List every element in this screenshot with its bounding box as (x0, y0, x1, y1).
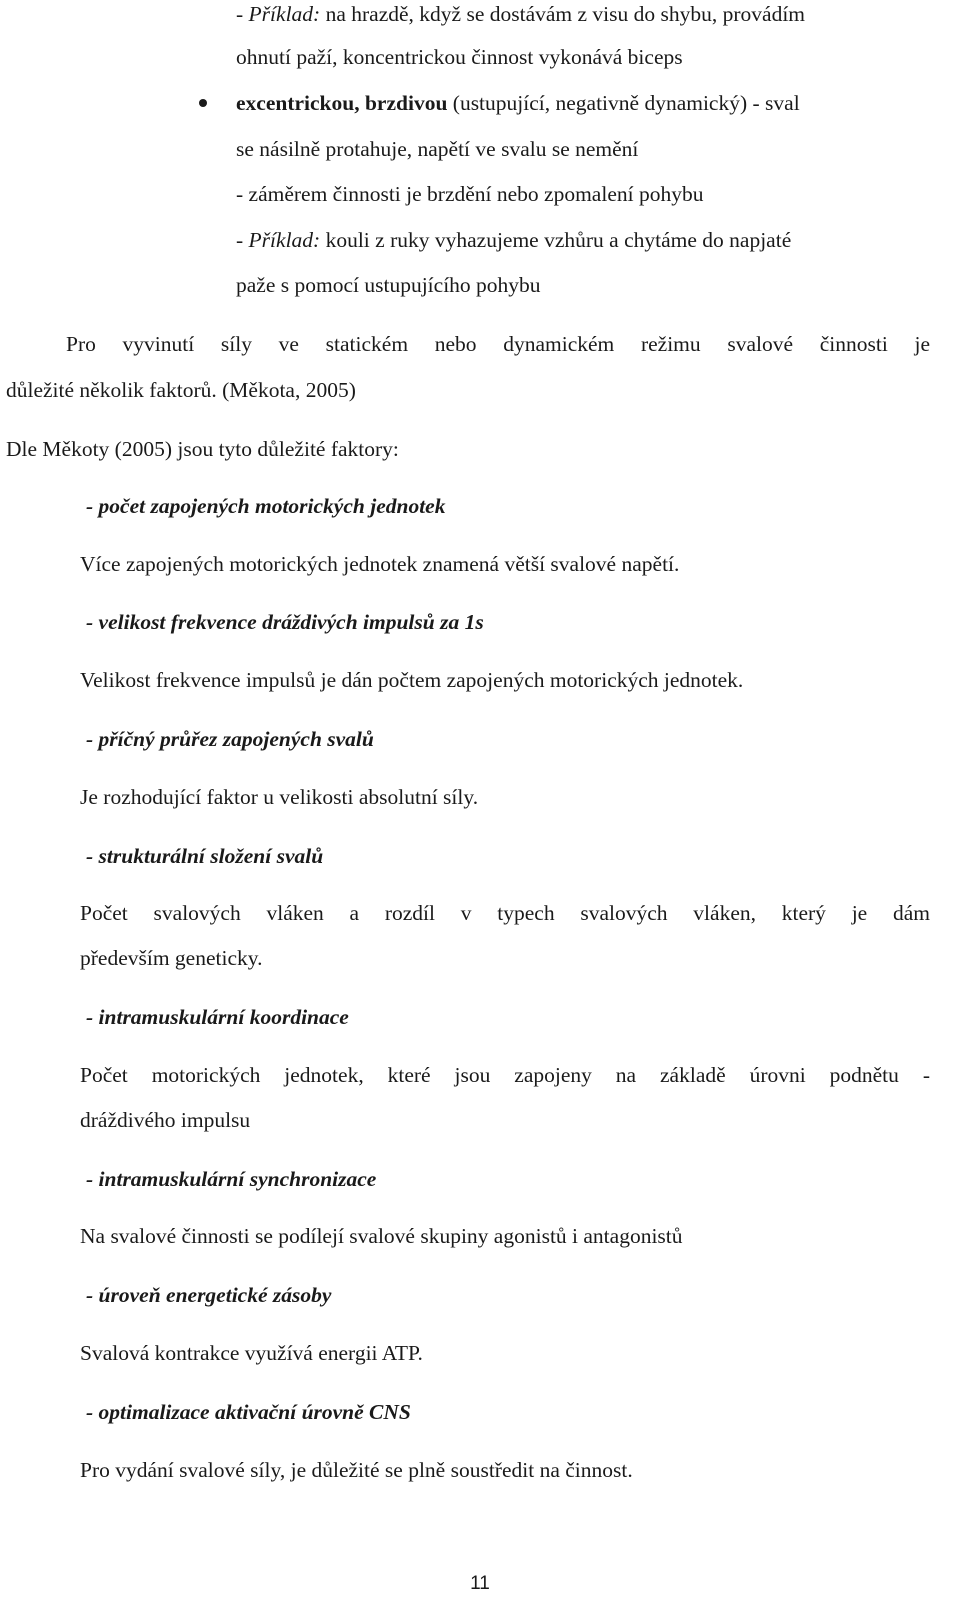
example-label: Příklad: (248, 2, 321, 26)
dash: - (236, 228, 249, 252)
factor-text: Pro vydání svalové síly, je důležité se plně soustředit na činnost. (80, 1458, 633, 1482)
factor-heading: - intramuskulární koordinace (86, 1005, 349, 1029)
factor-text-line-1: Počet motorických jednotek, které jsou zapojeny na základě úrovni podnětu - (80, 1063, 930, 1087)
intro-paragraph-line-1: Pro vyvinutí síly ve statickém nebo dynamickém režimu svalové činnosti je (66, 332, 930, 356)
bullet-icon (199, 99, 207, 107)
bullet-line-2: se násilně protahuje, napětí ve svalu se nemění (236, 137, 639, 161)
example-line-2: ohnutí paží, koncentrickou činnost vykonává biceps (236, 45, 683, 69)
example-text: kouli z ruky vyhazujeme vzhůru a chytáme do napjaté (320, 228, 792, 252)
bullet-line (236, 89, 800, 117)
example-line-4: paže s pomocí ustupujícího pohybu (236, 273, 541, 297)
factor-heading: - velikost frekvence dráždivých impulsů za 1s (86, 610, 484, 634)
factor-text-line-2: především geneticky. (80, 946, 263, 970)
bullet-text: (ustupující, negativně dynamický) - sval (447, 91, 800, 115)
factor-heading: - intramuskulární synchronizace (86, 1167, 377, 1191)
example-label: Příklad: (248, 228, 321, 252)
factor-text-line-2: dráždivého impulsu (80, 1108, 251, 1132)
factor-heading: - příčný průřez zapojených svalů (86, 727, 374, 751)
intro-paragraph-line-2: důležité několik faktorů. (Měkota, 2005) (6, 378, 356, 402)
factor-heading: - strukturální složení svalů (86, 844, 324, 868)
example-text: na hrazdě, když se dostávám z visu do shybu, provádím (320, 2, 806, 26)
factor-text-line-1: Počet svalových vláken a rozdíl v typech svalových vláken, který je dám (80, 901, 930, 925)
factor-heading: - počet zapojených motorických jednotek (86, 494, 446, 518)
factor-text: Velikost frekvence impulsů je dán počtem zapojených motorických jednotek. (80, 668, 744, 692)
factor-text: Je rozhodující faktor u velikosti absolutní síly. (80, 785, 479, 809)
dash: - (236, 2, 249, 26)
factor-heading: - optimalizace aktivační úrovně CNS (86, 1400, 411, 1424)
factors-intro: Dle Měkoty (2005) jsou tyto důležité faktory: (6, 437, 399, 461)
example-line-1 (236, 0, 805, 28)
factor-heading: - úroveň energetické zásoby (86, 1283, 332, 1307)
bullet-bold-term: excentrickou, brzdivou (236, 91, 448, 115)
factor-text: Svalová kontrakce využívá energii ATP. (80, 1341, 423, 1365)
factor-text: Více zapojených motorických jednotek znamená větší svalové napětí. (80, 552, 680, 576)
page-number: 11 (470, 1573, 490, 1594)
factor-text: Na svalové činnosti se podílejí svalové skupiny agonistů i antagonistů (80, 1224, 683, 1248)
bullet-line-3: - záměrem činnosti je brzdění nebo zpomalení pohybu (236, 182, 704, 206)
example-line-3 (236, 226, 791, 254)
